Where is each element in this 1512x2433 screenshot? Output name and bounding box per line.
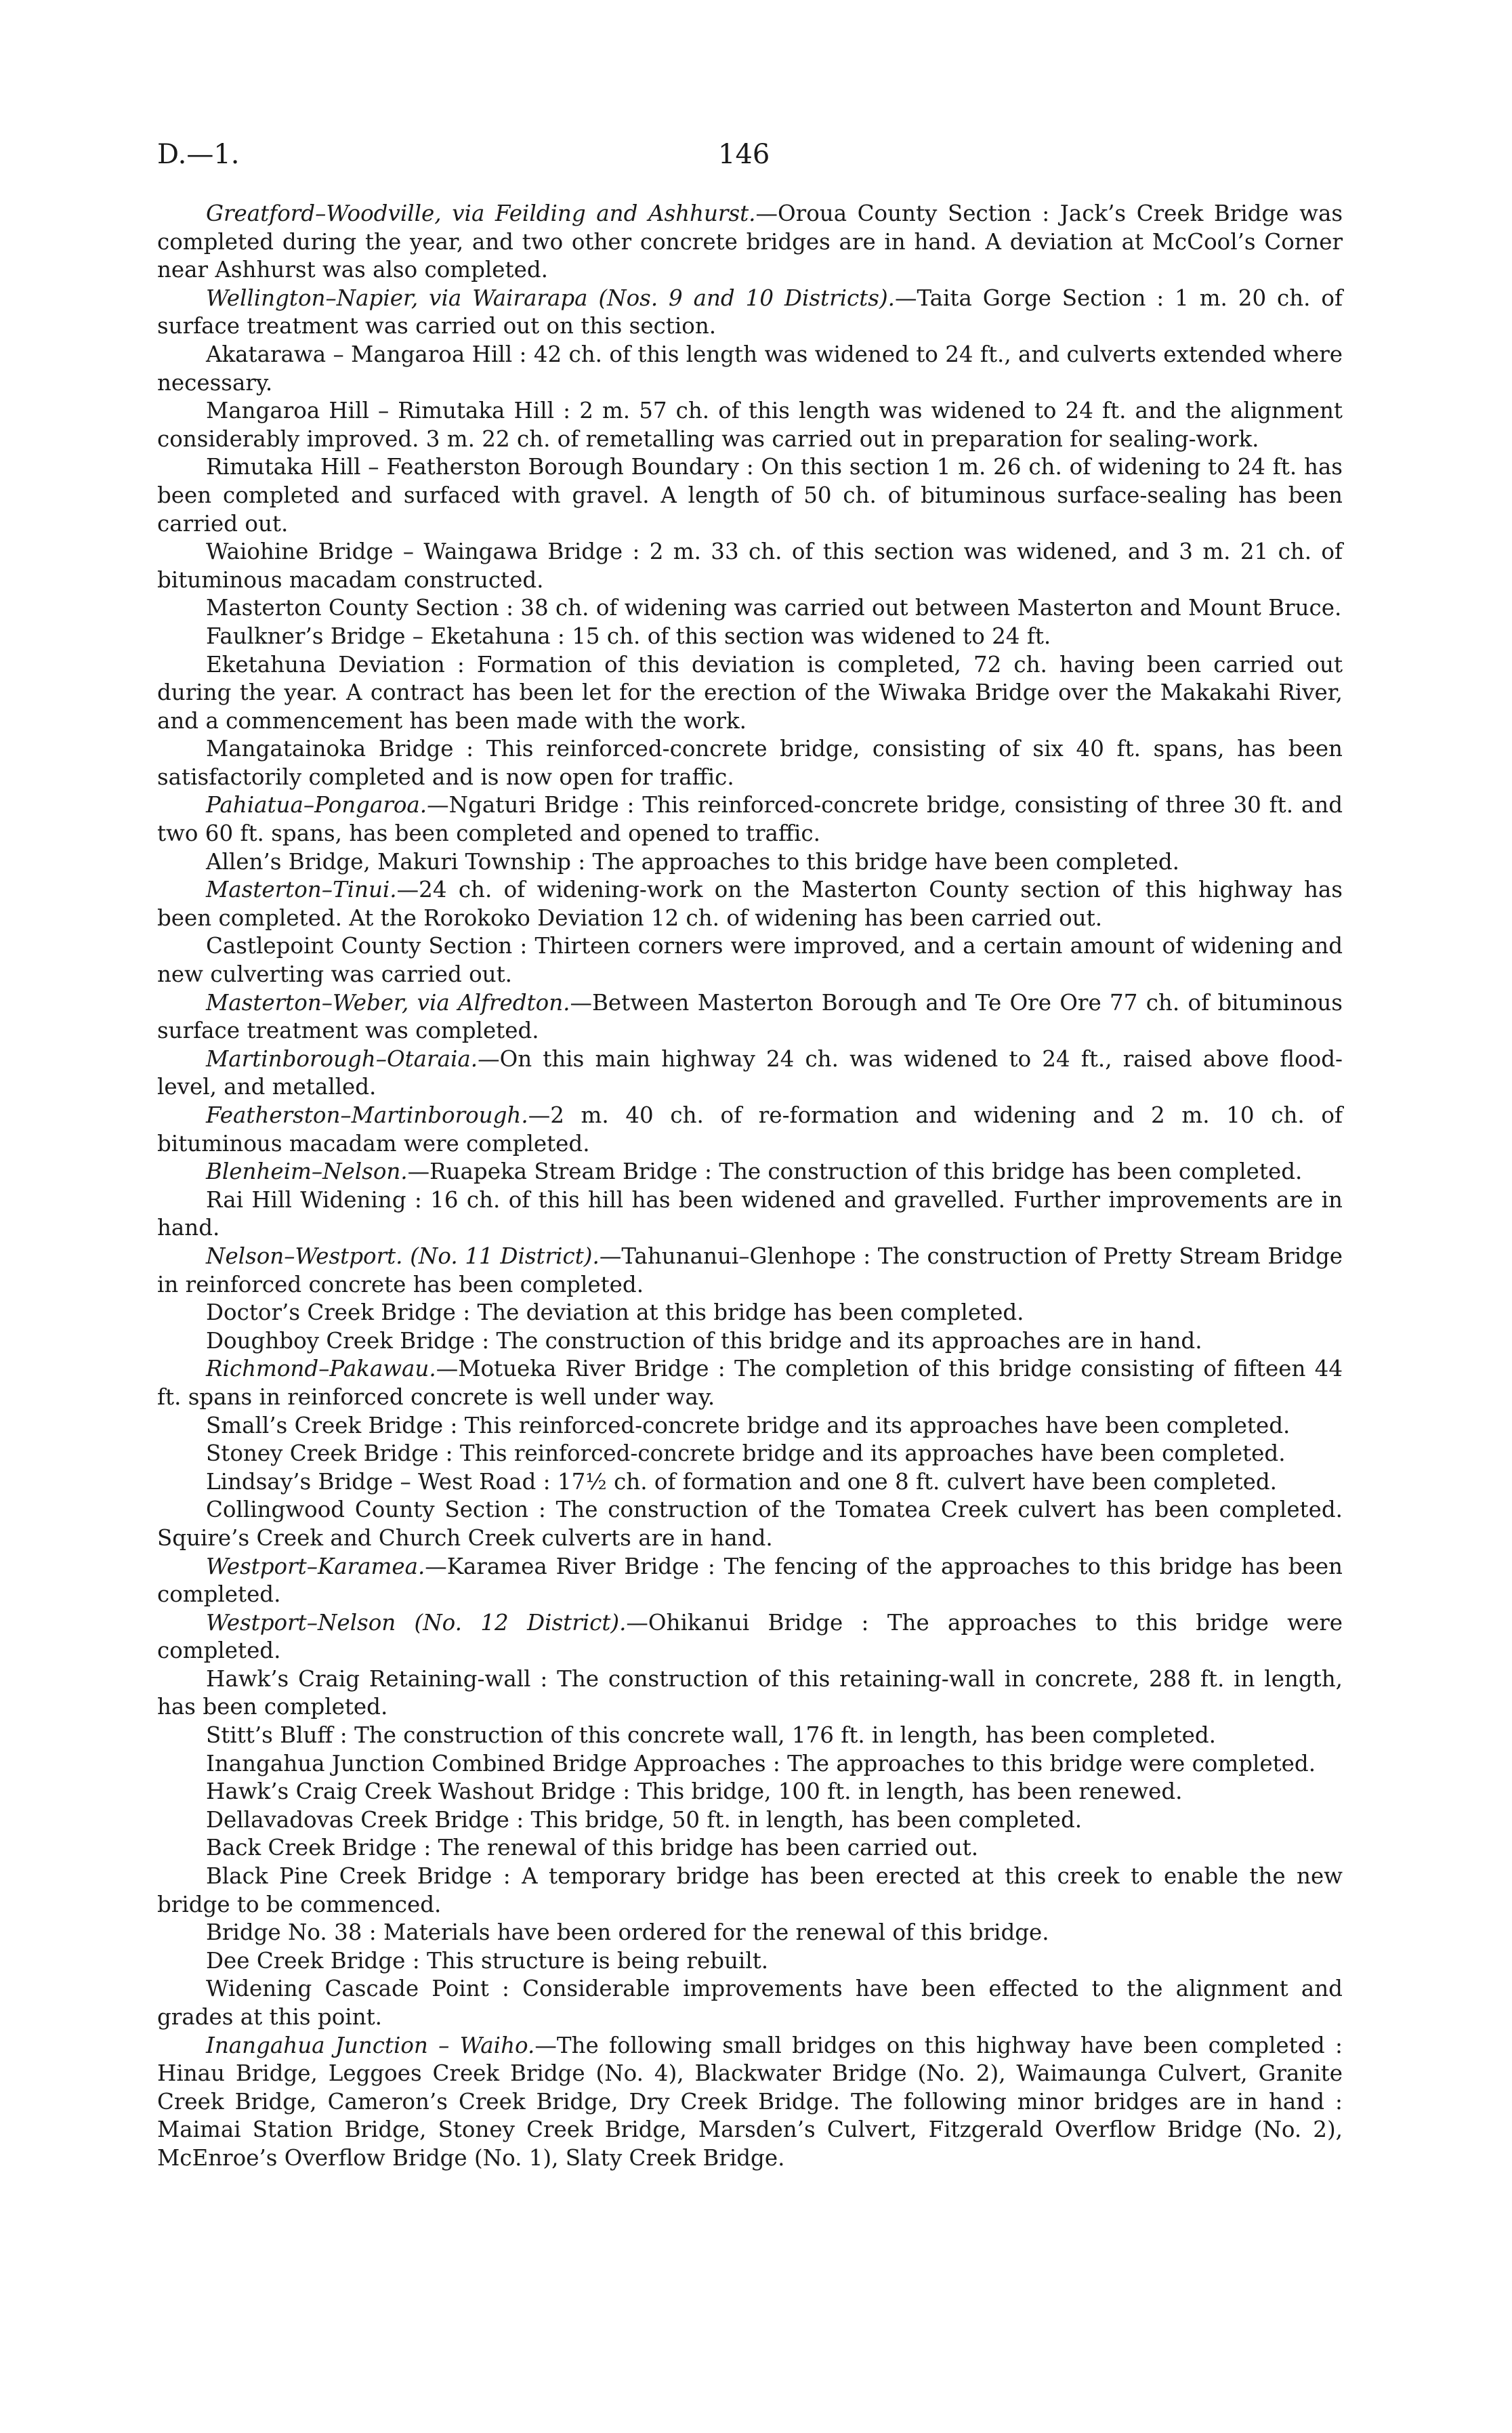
paragraph-text: —Motueka River Bridge : The completion of this bridge consisting of fifteen 44 ft. spans in reinforced concrete is well under way. bbox=[157, 1356, 1343, 1410]
paragraph-text: Stoney Creek Bridge : This reinforced-concrete bridge and its approaches have been completed. bbox=[206, 1440, 1286, 1467]
paragraph-text: Masterton County Section : 38 ch. of widening was carried out between Masterton and Mount Bruce. bbox=[206, 595, 1342, 621]
paragraph-text: —Between Masterton Borough and Te Ore Ore 77 ch. of bituminous surface treatment was completed. bbox=[157, 989, 1343, 1044]
paragraph bbox=[157, 1355, 1343, 1411]
paragraph-text: —Oroua County Section : Jack’s Creek Bridge was completed during the year, and two other concrete bridges are in hand. A deviation at McCool’s Corner near Ashhurst was also completed. bbox=[157, 201, 1343, 283]
paragraph bbox=[157, 735, 1343, 791]
paragraph-text: Stitt’s Bluff : The construction of this concrete wall, 176 ft. in length, has been completed. bbox=[206, 1722, 1217, 1749]
paragraph-text: Mangatainoka Bridge : This reinforced-concrete bridge, consisting of six 40 ft. spans, has been satisfactorily completed and is now open for traffic. bbox=[157, 736, 1343, 790]
paragraph bbox=[157, 2032, 1343, 2173]
paragraph-text: Akatarawa – Mangaroa Hill : 42 ch. of this length was widened to 24 ft., and culverts extended where necessary. bbox=[157, 341, 1343, 396]
paragraph-text: Waiohine Bridge – Waingawa Bridge : 2 m. 33 ch. of this section was widened, and 3 m. 21 ch. of bituminous macadam constructed. bbox=[157, 539, 1343, 593]
paragraph-text: Lindsay’s Bridge – West Road : 17½ ch. of formation and one 8 ft. culvert have been completed. bbox=[206, 1468, 1277, 1495]
paragraph bbox=[157, 651, 1343, 736]
paragraph bbox=[157, 594, 1343, 623]
paragraph-text: Allen’s Bridge, Makuri Township : The approaches to this bridge have been completed. bbox=[206, 848, 1179, 875]
paragraph-text: Hawk’s Craig Retaining-wall : The construction of this retaining-wall in concrete, 288 ft. in length, has been completed. bbox=[157, 1665, 1343, 1720]
highway-heading: Pahiatua–Pongaroa. bbox=[206, 792, 427, 818]
paragraph bbox=[157, 1440, 1343, 1468]
paragraph bbox=[157, 453, 1343, 538]
paragraph bbox=[157, 1102, 1343, 1158]
paragraph bbox=[157, 932, 1343, 989]
highway-heading: Masterton–Tinui. bbox=[206, 877, 397, 903]
paragraph bbox=[157, 1750, 1343, 1779]
paragraph-text: Dee Creek Bridge : This structure is being rebuilt. bbox=[206, 1947, 769, 1974]
paragraph-text: —Ruapeka Stream Bridge : The construction of this bridge has been completed. bbox=[407, 1159, 1303, 1185]
paragraph-text: —Taita Gorge Section : 1 m. 20 ch. of surface treatment was carried out on this section. bbox=[157, 285, 1343, 339]
paragraph bbox=[157, 1975, 1343, 2031]
paragraph bbox=[157, 1806, 1343, 1835]
paragraph-text: —2 m. 40 ch. of re-formation and widening and 2 m. 10 ch. of bituminous macadam were completed. bbox=[157, 1102, 1343, 1157]
highway-heading: Westport–Karamea. bbox=[206, 1553, 425, 1579]
paragraph bbox=[157, 1609, 1343, 1665]
paragraph-text: Back Creek Bridge : The renewal of this bridge has been carried out. bbox=[206, 1835, 979, 1861]
paragraph bbox=[157, 989, 1343, 1045]
paragraph-text: Bridge No. 38 : Materials have been ordered for the renewal of this bridge. bbox=[206, 1919, 1049, 1946]
paragraph bbox=[157, 1412, 1343, 1440]
highway-heading: Featherston–Martinborough. bbox=[206, 1102, 528, 1128]
paragraph-text: Small’s Creek Bridge : This reinforced-concrete bridge and its approaches have been completed. bbox=[206, 1412, 1290, 1438]
page-number: 146 bbox=[718, 139, 770, 170]
paragraph bbox=[157, 848, 1343, 877]
paragraph-text: —Karamea River Bridge : The fencing of the approaches to this bridge has been completed. bbox=[157, 1553, 1343, 1608]
paragraph bbox=[157, 1947, 1343, 1976]
paragraph-text: Doughboy Creek Bridge : The construction of this bridge and its approaches are in hand. bbox=[206, 1327, 1202, 1354]
paragraph-text: Rai Hill Widening : 16 ch. of this hill has been widened and gravelled. Further improvements are in hand. bbox=[157, 1186, 1343, 1241]
paragraph bbox=[157, 623, 1343, 651]
paragraph bbox=[157, 285, 1343, 341]
paragraph bbox=[157, 397, 1343, 453]
paragraph bbox=[157, 1834, 1343, 1863]
paragraph-text: Eketahuna Deviation : Formation of this deviation is completed, 72 ch. having been carried out during the year. A contract has been let for the erection of the Wiwaka Bridge over the Makakahi River, and a commencement has been made with the work. bbox=[157, 651, 1343, 734]
highway-heading: Nelson–Westport. (No. 11 District). bbox=[206, 1243, 600, 1269]
paragraph-text: Castlepoint County Section : Thirteen corners were improved, and a certain amount of widening and new culverting was carried out. bbox=[157, 933, 1343, 988]
paragraph bbox=[157, 1496, 1343, 1552]
paragraph-text: —Ngaturi Bridge : This reinforced-concrete bridge, consisting of three 30 ft. and two 60 ft. spans, has been completed and opened to traffic. bbox=[157, 792, 1343, 847]
paragraph-text: Collingwood County Section : The construction of the Tomatea Creek culvert has been completed. Squire’s Creek and Church Creek culverts are in hand. bbox=[157, 1497, 1343, 1551]
highway-heading: Westport–Nelson (No. 12 District). bbox=[206, 1609, 627, 1636]
highway-heading: Masterton–Weber, via Alfredton. bbox=[206, 989, 570, 1016]
paragraph bbox=[157, 200, 1343, 285]
paragraph bbox=[157, 1327, 1343, 1356]
paragraph-text: Hawk’s Craig Creek Washout Bridge : This bridge, 100 ft. in length, has been renewed. bbox=[206, 1779, 1183, 1805]
paragraph-text: —The following small bridges on this highway have been completed : Hinau Bridge, Leggoes Creek Bridge (No. 4), Blackwater Bridge (No. 2), Waimaunga Culvert, Granite Creek Bridge, Cameron’s Creek Bridge, Dry Creek Bridge. The following minor bridges are in hand : Maimai Station Bridge, Stoney Creek Bridge, Marsden’s Culvert, Fitzgerald Overflow Bridge (No. 2), McEnroe’s Overflow Bridge (No. 1), Slaty Creek Bridge. bbox=[157, 2032, 1343, 2171]
paragraph bbox=[157, 1045, 1343, 1102]
paragraph-text: —Tahunanui–Glenhope : The construction of Pretty Stream Bridge in reinforced concrete has been completed. bbox=[157, 1243, 1343, 1297]
paragraph bbox=[157, 791, 1343, 848]
paragraph bbox=[157, 341, 1343, 397]
document-body bbox=[157, 200, 1343, 2173]
paragraph-text: —Ohikanui Bridge : The approaches to this bridge were completed. bbox=[157, 1609, 1343, 1664]
paragraph bbox=[157, 1919, 1343, 1947]
paragraph bbox=[157, 1778, 1343, 1806]
paragraph-text: Doctor’s Creek Bridge : The deviation at this bridge has been completed. bbox=[206, 1299, 1024, 1326]
paragraph-text: Mangaroa Hill – Rimutaka Hill : 2 m. 57 ch. of this length was widened to 24 ft. and the alignment considerably improved. 3 m. 22 ch. of remetalling was carried out in preparation for sealing-work. bbox=[157, 398, 1343, 452]
paragraph bbox=[157, 1553, 1343, 1609]
highway-heading: Wellington–Napier, via Wairarapa (Nos. 9 and 10 Districts). bbox=[206, 285, 895, 311]
paragraph-text: Rimutaka Hill – Featherston Borough Boundary : On this section 1 m. 26 ch. of widening to 24 ft. has been completed and surfaced with gravel. A length of 50 ch. of bituminous surface-sealing has been carried out. bbox=[157, 454, 1343, 537]
document-reference: D.—1. bbox=[157, 139, 240, 170]
paragraph bbox=[157, 1243, 1343, 1299]
paragraph bbox=[157, 876, 1343, 932]
paragraph bbox=[157, 1158, 1343, 1186]
paragraph-text: —24 ch. of widening-work on the Masterton County section of this highway has been completed. At the Rorokoko Deviation 12 ch. of widening has been carried out. bbox=[157, 877, 1343, 931]
paragraph-text: —On this main highway 24 ch. was widened to 24 ft., raised above flood-level, and metalled. bbox=[157, 1045, 1343, 1100]
paragraph bbox=[157, 1299, 1343, 1327]
highway-heading: Richmond–Pakawau. bbox=[206, 1356, 436, 1382]
highway-heading: Blenheim–Nelson. bbox=[206, 1159, 408, 1185]
highway-heading: Greatford–Woodville, via Feilding and Ashhurst. bbox=[206, 201, 756, 226]
paragraph-text: Inangahua Junction Combined Bridge Approaches : The approaches to this bridge were completed. bbox=[206, 1750, 1316, 1776]
paragraph-text: Widening Cascade Point : Considerable improvements have been effected to the alignment and grades at this point. bbox=[157, 1976, 1343, 2030]
paragraph bbox=[157, 1665, 1343, 1722]
paragraph bbox=[157, 1863, 1343, 1919]
page-header bbox=[0, 139, 1512, 180]
paragraph bbox=[157, 1722, 1343, 1750]
highway-heading: Inangahua Junction – Waiho. bbox=[206, 2032, 535, 2058]
paragraph-text: Dellavadovas Creek Bridge : This bridge, 50 ft. in length, has been completed. bbox=[206, 1806, 1083, 1833]
paragraph bbox=[157, 1468, 1343, 1497]
paragraph bbox=[157, 1186, 1343, 1243]
paragraph-text: Faulkner’s Bridge – Eketahuna : 15 ch. of this section was widened to 24 ft. bbox=[206, 623, 1051, 649]
highway-heading: Martinborough–Otaraia. bbox=[206, 1045, 478, 1072]
paragraph bbox=[157, 538, 1343, 594]
paragraph-text: Black Pine Creek Bridge : A temporary bridge has been erected at this creek to enable the new bridge to be commenced. bbox=[157, 1863, 1343, 1917]
